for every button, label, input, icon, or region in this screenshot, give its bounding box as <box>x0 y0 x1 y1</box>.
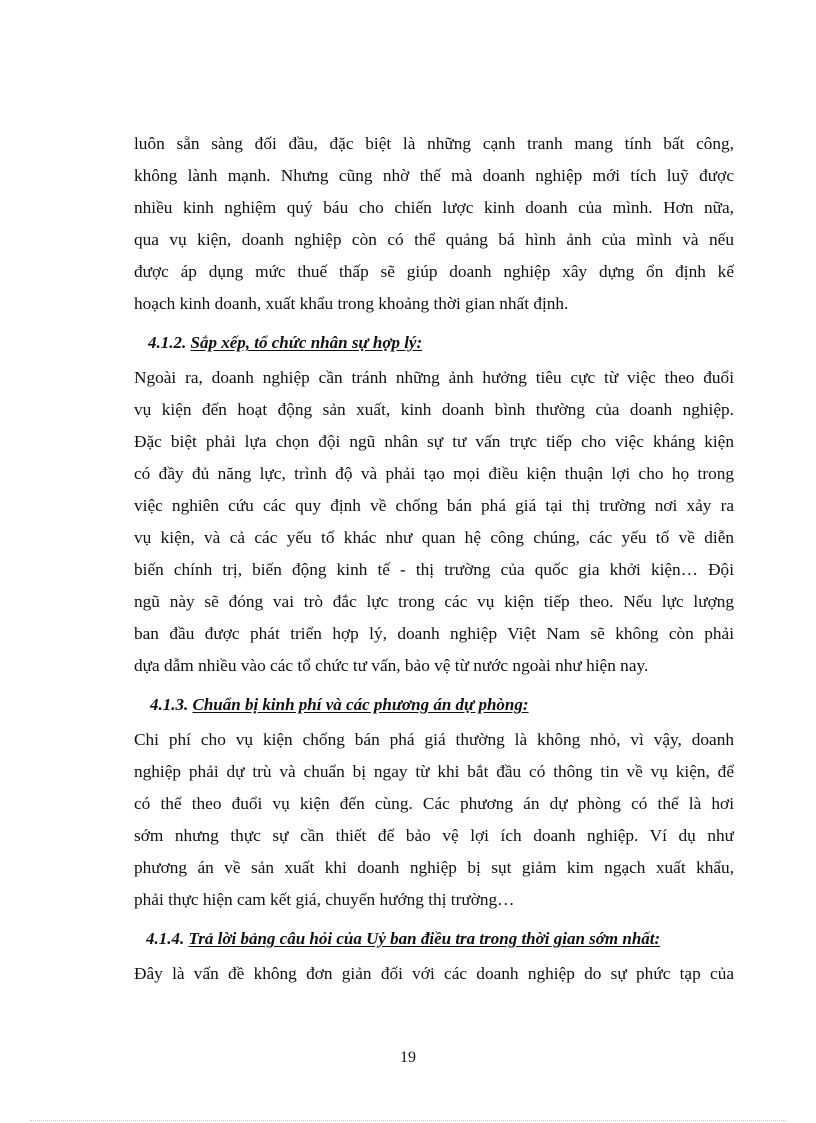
heading-number: 4.1.3. <box>150 695 189 714</box>
text-line: qua vụ kiện, doanh nghiệp còn có thể quảng bá hình ảnh của mình và nếu <box>134 230 734 249</box>
text-line: phương án về sản xuất khi doanh nghiệp bị sụt giảm kim ngạch xuất khẩu, <box>134 858 734 877</box>
text-line: Đặc biệt phải lựa chọn đội ngũ nhân sự tư vấn trực tiếp cho việc kháng kiện <box>134 432 734 451</box>
heading-4-1-3 <box>150 692 529 718</box>
page-number: 19 <box>400 1049 416 1066</box>
text-line: ngũ này sẽ đóng vai trò đắc lực trong các vụ kiện tiếp theo. Nếu lực lượng <box>134 592 734 611</box>
text-line: Đây là vấn đề không đơn giản đối với các doanh nghiệp do sự phức tạp của <box>134 964 734 983</box>
text-line: có thể theo đuổi vụ kiện đến cùng. Các phương án dự phòng có thể là hơi <box>134 794 734 813</box>
text-line: hoạch kinh doanh, xuất khẩu trong khoảng thời gian nhất định. <box>134 294 569 313</box>
paragraph-funding <box>134 724 734 916</box>
text-line: phải thực hiện cam kết giá, chuyển hướng thị trường… <box>134 890 515 909</box>
text-line: vụ kiện, và cả các yếu tố khác như quan hệ công chúng, các yếu tố về diễn <box>134 528 734 547</box>
paragraph-questionnaire <box>134 958 734 990</box>
heading-number: 4.1.2. <box>148 333 187 352</box>
text-line: Chi phí cho vụ kiện chống bán phá giá thường là không nhỏ, vì vậy, doanh <box>134 730 734 749</box>
text-line: sớm nhưng thực sự cần thiết để bảo vệ lợi ích doanh nghiệp. Ví dụ như <box>134 826 734 845</box>
text-line: ban đầu được phát triển hợp lý, doanh nghiệp Việt Nam sẽ không còn phải <box>134 624 734 643</box>
heading-4-1-2 <box>148 330 422 356</box>
text-line: việc nghiên cứu các quy định về chống bán phá giá tại thị trường nơi xảy ra <box>134 496 734 515</box>
heading-title: Sắp xếp, tổ chức nhân sự hợp lý: <box>190 333 423 352</box>
text-line: không lành mạnh. Nhưng cũng nhờ thế mà doanh nghiệp mới tích luỹ được <box>134 166 734 185</box>
footer-divider <box>30 1120 786 1121</box>
heading-4-1-4 <box>146 926 660 952</box>
text-line: được áp dụng mức thuế thấp sẽ giúp doanh nghiệp xây dựng ổn định kế <box>134 262 734 281</box>
text-line: dựa dẫm nhiều vào các tổ chức tư vấn, bảo vệ từ nước ngoài như hiện nay. <box>134 656 649 675</box>
heading-title: Trả lời bảng câu hỏi của Uỷ ban điều tra trong thời gian sớm nhất: <box>188 929 661 948</box>
text-line: biến chính trị, biến động kinh tế - thị trường của quốc gia khởi kiện… Đội <box>134 560 734 579</box>
paragraph-competition-benefits <box>134 128 734 320</box>
text-line: nhiều kinh nghiệm quý báu cho chiến lược kinh doanh của mình. Hơn nữa, <box>134 198 734 217</box>
text-line: vụ kiện đến hoạt động sản xuất, kinh doanh bình thường của doanh nghiệp. <box>134 400 734 419</box>
heading-number: 4.1.4. <box>146 929 185 948</box>
heading-title: Chuẩn bị kinh phí và các phương án dự phòng: <box>192 695 529 714</box>
text-line: Ngoài ra, doanh nghiệp cần tránh những ảnh hưởng tiêu cực từ việc theo đuổi <box>134 368 734 387</box>
text-line: nghiệp phải dự trù và chuẩn bị ngay từ khi bắt đầu có thông tin về vụ kiện, để <box>134 762 734 781</box>
text-line: luôn sẵn sàng đối đầu, đặc biệt là những cạnh tranh mang tính bất công, <box>134 134 734 153</box>
text-line: có đầy đủ năng lực, trình độ và phải tạo mọi điều kiện thuận lợi cho họ trong <box>134 464 734 483</box>
paragraph-personnel <box>134 362 734 682</box>
